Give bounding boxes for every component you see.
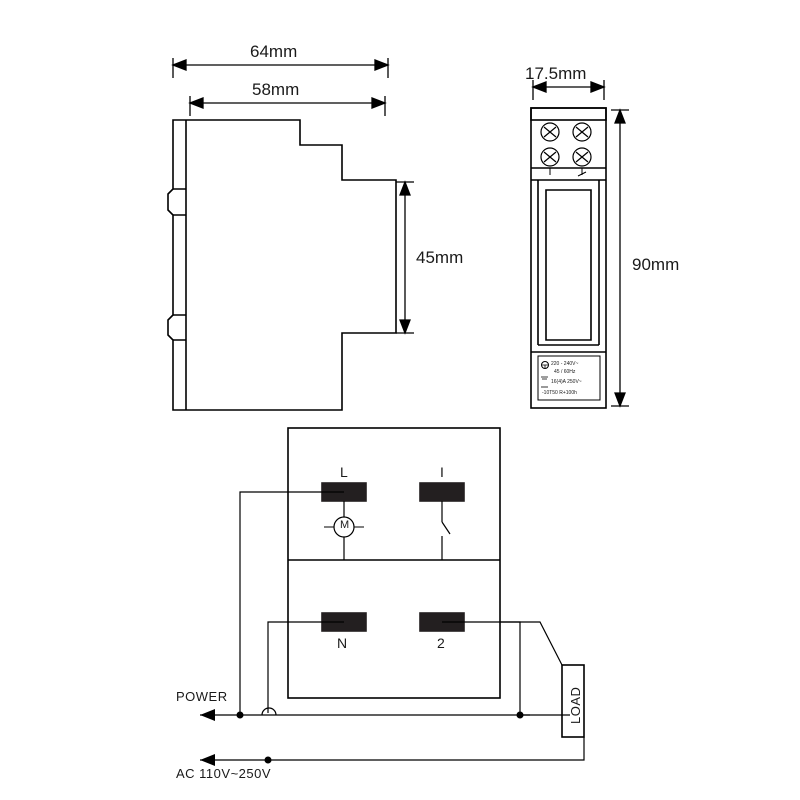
nameplate-line-2: 45 / 60Hz <box>554 369 576 375</box>
terminal-label-I: I <box>440 464 444 480</box>
power-arrow <box>200 709 215 721</box>
wire-N-to-neutral <box>268 622 344 713</box>
terminal-I <box>420 483 464 501</box>
nameplate-line-4: -10T50 R+100h <box>542 390 577 396</box>
nameplate-line-3: 16(4)A 250V~ <box>551 379 582 385</box>
dimension-label-58mm: 58mm <box>252 80 300 99</box>
dimension-label-17-5mm: 17.5mm <box>525 64 587 83</box>
load-label: LOAD <box>568 686 583 724</box>
wire-load-return <box>200 748 584 760</box>
supply-arrow <box>200 754 215 766</box>
switch-symbol <box>442 512 450 544</box>
motor-symbol-label: M <box>340 519 350 531</box>
dimension-label-90mm: 90mm <box>632 255 680 274</box>
terminal-label-2: 2 <box>437 635 445 651</box>
wire-2-to-load <box>442 622 520 715</box>
wiring-diagram <box>200 428 584 766</box>
supply-voltage-label: AC 110V~250V <box>176 766 272 781</box>
side-profile-outline <box>168 120 396 410</box>
dimension-45mm <box>396 182 414 333</box>
power-label: POWER <box>176 689 228 704</box>
wire-L-to-power <box>240 492 344 715</box>
terminal-label-L: L <box>340 464 348 480</box>
dimension-90mm <box>611 110 629 406</box>
wire-to-load-top <box>500 622 562 665</box>
nameplate-line-1: 220 - 240V~ <box>551 361 579 367</box>
dimension-label-45mm: 45mm <box>416 248 464 267</box>
junction-dot <box>237 712 244 719</box>
terminal-label-N: N <box>337 635 348 651</box>
dimension-label-64mm: 64mm <box>250 42 298 61</box>
junction-dot <box>517 712 524 719</box>
junction-dot <box>265 757 272 764</box>
